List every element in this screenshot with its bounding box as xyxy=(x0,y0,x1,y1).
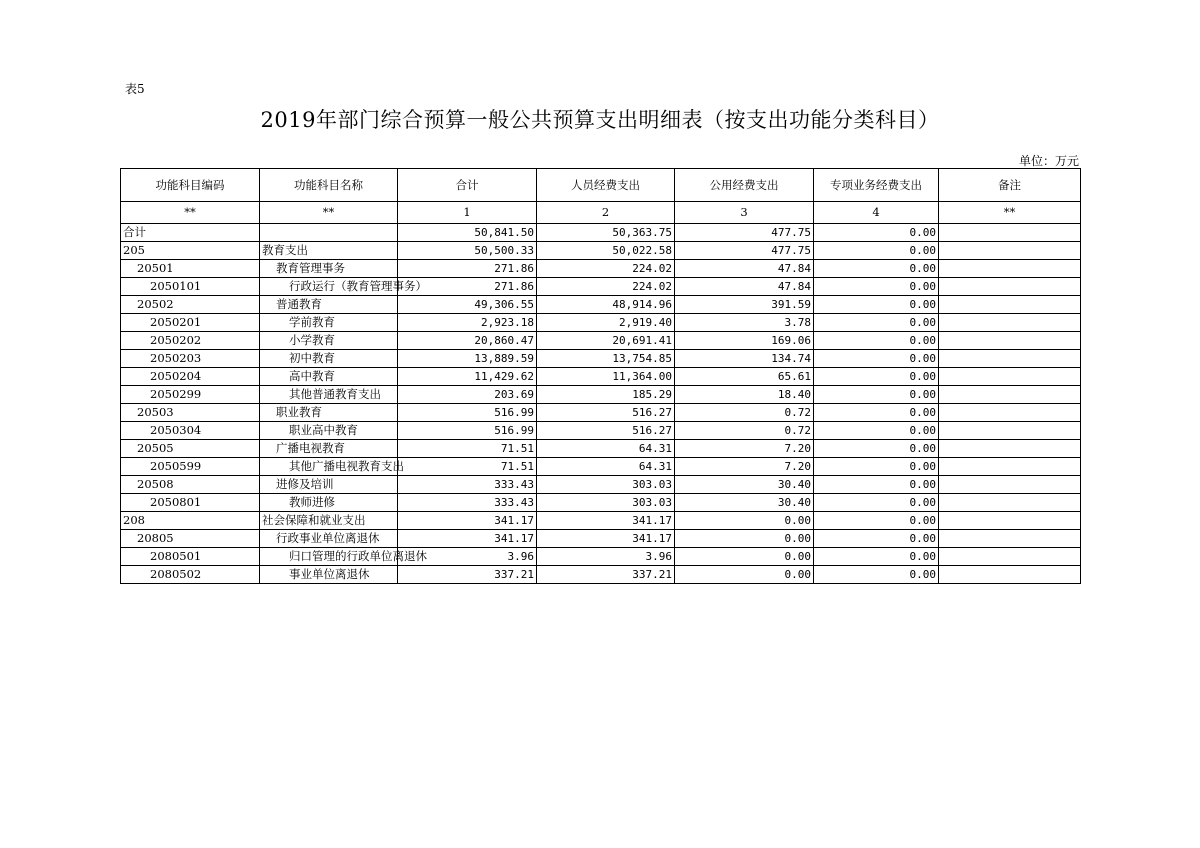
column-header: 专项业务经费支出 xyxy=(814,169,939,202)
table-row xyxy=(121,566,1081,584)
personnel-cell: 337.21 xyxy=(537,566,675,584)
name-cell: 教师进修 xyxy=(260,494,398,512)
table-row xyxy=(121,260,1081,278)
code-cell: 20501 xyxy=(121,260,260,278)
table-row xyxy=(121,494,1081,512)
table-row xyxy=(121,422,1081,440)
table-row xyxy=(121,350,1081,368)
table-row xyxy=(121,512,1081,530)
table-row xyxy=(121,548,1081,566)
name-cell: 其他广播电视教育支出 xyxy=(260,458,398,476)
personnel-cell: 224.02 xyxy=(537,260,675,278)
name-cell: 初中教育 xyxy=(260,350,398,368)
public-cell: 65.61 xyxy=(675,368,814,386)
table-row xyxy=(121,278,1081,296)
public-cell: 134.74 xyxy=(675,350,814,368)
code-cell: 205 xyxy=(121,242,260,260)
name-cell: 小学教育 xyxy=(260,332,398,350)
name-cell: 进修及培训 xyxy=(260,476,398,494)
public-cell: 477.75 xyxy=(675,224,814,242)
special-cell: 0.00 xyxy=(814,530,939,548)
total-cell: 333.43 xyxy=(398,494,537,512)
personnel-cell: 303.03 xyxy=(537,494,675,512)
table-row xyxy=(121,332,1081,350)
code-cell: 合计 xyxy=(121,224,260,242)
public-cell: 47.84 xyxy=(675,278,814,296)
table-row xyxy=(121,242,1081,260)
public-cell: 477.75 xyxy=(675,242,814,260)
code-cell: 2050304 xyxy=(121,422,260,440)
total-cell: 71.51 xyxy=(398,458,537,476)
note-cell xyxy=(939,512,1081,530)
special-cell: 0.00 xyxy=(814,566,939,584)
note-cell xyxy=(939,314,1081,332)
code-cell: 2080501 xyxy=(121,548,260,566)
index-cell: 1 xyxy=(398,202,537,224)
name-cell: 职业教育 xyxy=(260,404,398,422)
public-cell: 47.84 xyxy=(675,260,814,278)
index-cell: ** xyxy=(260,202,398,224)
code-cell: 2050203 xyxy=(121,350,260,368)
note-cell xyxy=(939,530,1081,548)
public-cell: 7.20 xyxy=(675,458,814,476)
code-cell: 20502 xyxy=(121,296,260,314)
special-cell: 0.00 xyxy=(814,332,939,350)
note-cell xyxy=(939,440,1081,458)
code-cell: 2050201 xyxy=(121,314,260,332)
index-row xyxy=(121,202,1081,224)
note-cell xyxy=(939,458,1081,476)
total-cell: 49,306.55 xyxy=(398,296,537,314)
document-title: 2019年部门综合预算一般公共预算支出明细表（按支出功能分类科目） xyxy=(260,108,940,132)
note-cell xyxy=(939,404,1081,422)
code-cell: 2050299 xyxy=(121,386,260,404)
public-cell: 0.00 xyxy=(675,566,814,584)
public-cell: 3.78 xyxy=(675,314,814,332)
table-row xyxy=(121,314,1081,332)
public-cell: 18.40 xyxy=(675,386,814,404)
index-cell: ** xyxy=(939,202,1081,224)
special-cell: 0.00 xyxy=(814,494,939,512)
code-cell: 20505 xyxy=(121,440,260,458)
note-cell xyxy=(939,260,1081,278)
note-cell xyxy=(939,476,1081,494)
table-row xyxy=(121,404,1081,422)
special-cell: 0.00 xyxy=(814,458,939,476)
total-cell: 71.51 xyxy=(398,440,537,458)
public-cell: 0.72 xyxy=(675,404,814,422)
personnel-cell: 3.96 xyxy=(537,548,675,566)
public-cell: 30.40 xyxy=(675,476,814,494)
total-cell: 341.17 xyxy=(398,512,537,530)
column-header: 人员经费支出 xyxy=(537,169,675,202)
note-cell xyxy=(939,368,1081,386)
public-cell: 169.06 xyxy=(675,332,814,350)
table-row xyxy=(121,530,1081,548)
special-cell: 0.00 xyxy=(814,242,939,260)
total-cell: 3.96 xyxy=(398,548,537,566)
personnel-cell: 516.27 xyxy=(537,404,675,422)
public-cell: 7.20 xyxy=(675,440,814,458)
personnel-cell: 64.31 xyxy=(537,458,675,476)
table-row xyxy=(121,386,1081,404)
table-row xyxy=(121,458,1081,476)
index-cell: 2 xyxy=(537,202,675,224)
column-header: 备注 xyxy=(939,169,1081,202)
name-cell: 行政事业单位离退休 xyxy=(260,530,398,548)
total-cell: 13,889.59 xyxy=(398,350,537,368)
index-cell: 3 xyxy=(675,202,814,224)
public-cell: 391.59 xyxy=(675,296,814,314)
special-cell: 0.00 xyxy=(814,548,939,566)
personnel-cell: 224.02 xyxy=(537,278,675,296)
public-cell: 0.00 xyxy=(675,530,814,548)
total-cell: 516.99 xyxy=(398,422,537,440)
personnel-cell: 13,754.85 xyxy=(537,350,675,368)
note-cell xyxy=(939,242,1081,260)
special-cell: 0.00 xyxy=(814,314,939,332)
total-cell: 11,429.62 xyxy=(398,368,537,386)
total-cell: 271.86 xyxy=(398,278,537,296)
special-cell: 0.00 xyxy=(814,404,939,422)
code-cell: 20508 xyxy=(121,476,260,494)
total-cell: 50,841.50 xyxy=(398,224,537,242)
name-cell: 社会保障和就业支出 xyxy=(260,512,398,530)
index-cell: 4 xyxy=(814,202,939,224)
total-cell: 20,860.47 xyxy=(398,332,537,350)
column-header: 公用经费支出 xyxy=(675,169,814,202)
personnel-cell: 2,919.40 xyxy=(537,314,675,332)
total-cell: 333.43 xyxy=(398,476,537,494)
code-cell: 2080502 xyxy=(121,566,260,584)
public-cell: 30.40 xyxy=(675,494,814,512)
table-row xyxy=(121,368,1081,386)
total-cell: 341.17 xyxy=(398,530,537,548)
name-cell: 高中教育 xyxy=(260,368,398,386)
special-cell: 0.00 xyxy=(814,512,939,530)
special-cell: 0.00 xyxy=(814,296,939,314)
name-cell: 归口管理的行政单位离退休 xyxy=(260,548,398,566)
personnel-cell: 185.29 xyxy=(537,386,675,404)
special-cell: 0.00 xyxy=(814,440,939,458)
name-cell: 广播电视教育 xyxy=(260,440,398,458)
total-cell: 50,500.33 xyxy=(398,242,537,260)
code-cell: 2050801 xyxy=(121,494,260,512)
total-cell: 516.99 xyxy=(398,404,537,422)
special-cell: 0.00 xyxy=(814,260,939,278)
note-cell xyxy=(939,386,1081,404)
column-header: 功能科目编码 xyxy=(121,169,260,202)
code-cell: 2050599 xyxy=(121,458,260,476)
unit-label: 单位：万元 xyxy=(1018,154,1079,168)
column-header: 功能科目名称 xyxy=(260,169,398,202)
special-cell: 0.00 xyxy=(814,224,939,242)
personnel-cell: 64.31 xyxy=(537,440,675,458)
personnel-cell: 11,364.00 xyxy=(537,368,675,386)
personnel-cell: 341.17 xyxy=(537,512,675,530)
name-cell: 职业高中教育 xyxy=(260,422,398,440)
note-cell xyxy=(939,548,1081,566)
name-cell: 学前教育 xyxy=(260,314,398,332)
code-cell: 2050101 xyxy=(121,278,260,296)
table-row xyxy=(121,476,1081,494)
name-cell: 其他普通教育支出 xyxy=(260,386,398,404)
note-cell xyxy=(939,422,1081,440)
personnel-cell: 50,022.58 xyxy=(537,242,675,260)
name-cell: 教育管理事务 xyxy=(260,260,398,278)
public-cell: 0.72 xyxy=(675,422,814,440)
personnel-cell: 48,914.96 xyxy=(537,296,675,314)
special-cell: 0.00 xyxy=(814,368,939,386)
table-row xyxy=(121,224,1081,242)
table-row xyxy=(121,296,1081,314)
note-cell xyxy=(939,296,1081,314)
public-cell: 0.00 xyxy=(675,548,814,566)
total-cell: 2,923.18 xyxy=(398,314,537,332)
header-row xyxy=(121,169,1081,202)
personnel-cell: 303.03 xyxy=(537,476,675,494)
personnel-cell: 50,363.75 xyxy=(537,224,675,242)
special-cell: 0.00 xyxy=(814,476,939,494)
total-cell: 203.69 xyxy=(398,386,537,404)
personnel-cell: 516.27 xyxy=(537,422,675,440)
code-cell: 20805 xyxy=(121,530,260,548)
name-cell: 事业单位离退休 xyxy=(260,566,398,584)
column-header: 合计 xyxy=(398,169,537,202)
table-number: 表5 xyxy=(125,82,145,96)
code-cell: 208 xyxy=(121,512,260,530)
note-cell xyxy=(939,224,1081,242)
special-cell: 0.00 xyxy=(814,422,939,440)
public-cell: 0.00 xyxy=(675,512,814,530)
special-cell: 0.00 xyxy=(814,278,939,296)
budget-table xyxy=(120,168,1081,584)
note-cell xyxy=(939,332,1081,350)
name-cell: 行政运行（教育管理事务） xyxy=(260,278,398,296)
personnel-cell: 20,691.41 xyxy=(537,332,675,350)
note-cell xyxy=(939,494,1081,512)
name-cell xyxy=(260,224,398,242)
code-cell: 20503 xyxy=(121,404,260,422)
index-cell: ** xyxy=(121,202,260,224)
total-cell: 271.86 xyxy=(398,260,537,278)
code-cell: 2050202 xyxy=(121,332,260,350)
special-cell: 0.00 xyxy=(814,350,939,368)
personnel-cell: 341.17 xyxy=(537,530,675,548)
note-cell xyxy=(939,278,1081,296)
total-cell: 337.21 xyxy=(398,566,537,584)
note-cell xyxy=(939,350,1081,368)
name-cell: 教育支出 xyxy=(260,242,398,260)
special-cell: 0.00 xyxy=(814,386,939,404)
table-row xyxy=(121,440,1081,458)
code-cell: 2050204 xyxy=(121,368,260,386)
note-cell xyxy=(939,566,1081,584)
name-cell: 普通教育 xyxy=(260,296,398,314)
